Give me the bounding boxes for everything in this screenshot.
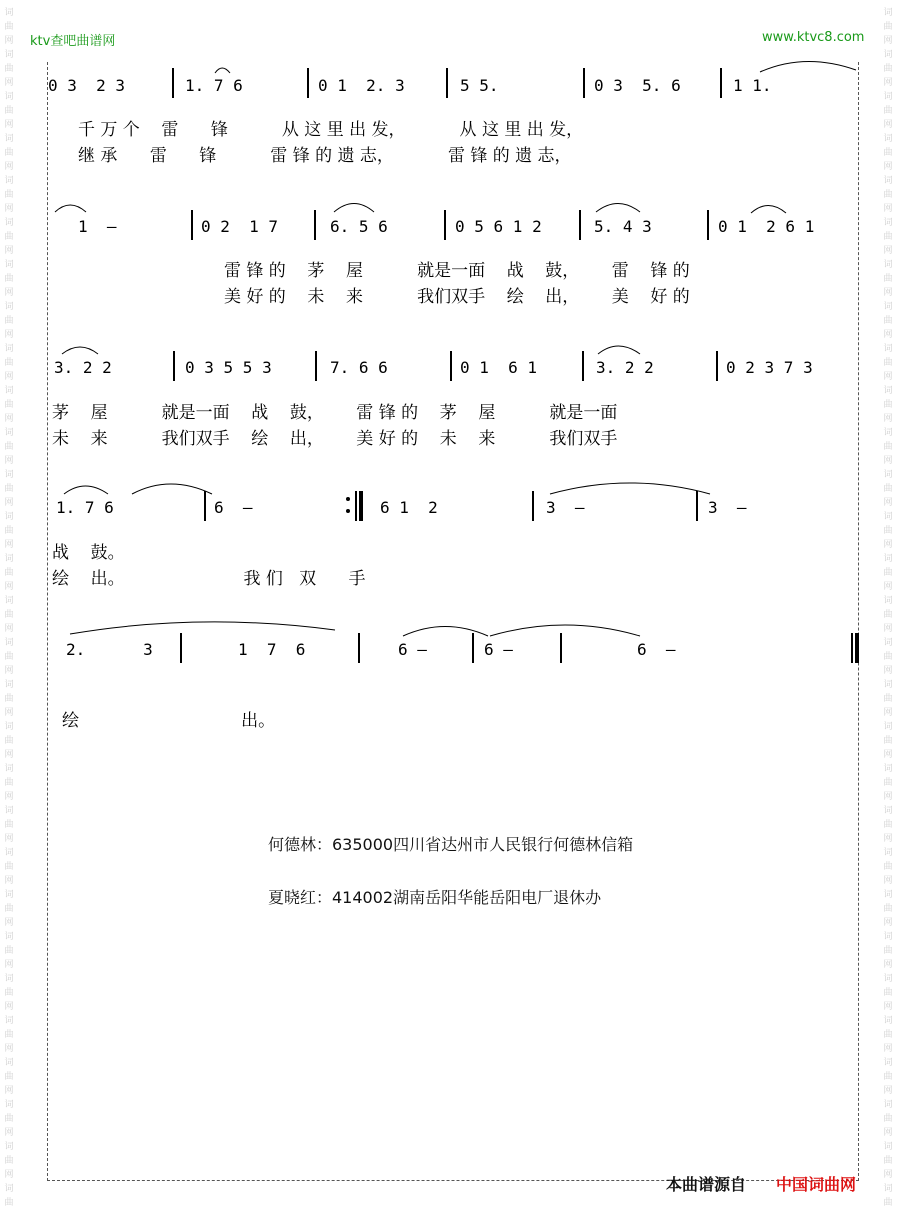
side-watermark-char: 词 <box>4 134 14 144</box>
bar-line <box>315 351 317 381</box>
side-watermark-char: 词 <box>883 890 893 900</box>
side-watermark-char: 词 <box>883 764 893 774</box>
measure-notes: 6 1 2 <box>380 498 438 517</box>
side-watermark-char: 词 <box>883 848 893 858</box>
side-watermark-char: 词 <box>4 848 14 858</box>
side-watermark-char: 词 <box>883 932 893 942</box>
side-watermark-char: 网 <box>4 1128 14 1138</box>
side-watermark-char: 曲 <box>4 148 14 158</box>
measure-notes: 3 – <box>546 498 585 517</box>
bar-line <box>172 68 174 98</box>
side-watermark-char: 词 <box>4 512 14 522</box>
side-watermark-char: 词 <box>4 92 14 102</box>
bar-line <box>358 633 360 663</box>
side-watermark-char: 词 <box>883 302 893 312</box>
side-watermark-char: 网 <box>4 918 14 928</box>
side-watermark-char: 网 <box>883 666 893 676</box>
repeat-end-sign <box>346 491 372 521</box>
measure-notes: 6 – <box>398 640 427 659</box>
side-watermark-char: 词 <box>4 638 14 648</box>
side-watermark-char: 词 <box>883 260 893 270</box>
side-watermark-char: 曲 <box>883 988 893 998</box>
side-watermark-left <box>0 0 18 1221</box>
lyric-line-1: 千 万 个 雷 锋 从 这 里 出 发， 从 这 里 出 发， <box>78 120 584 140</box>
lyric-line-1: 战 鼓。 <box>52 543 125 563</box>
side-watermark-char: 曲 <box>883 148 893 158</box>
side-watermark-char: 曲 <box>883 946 893 956</box>
side-watermark-char: 网 <box>883 834 893 844</box>
side-watermark-char: 曲 <box>4 736 14 746</box>
side-watermark-char: 词 <box>4 1142 14 1152</box>
side-watermark-char: 网 <box>4 624 14 634</box>
bar-line <box>204 491 206 521</box>
side-watermark-char: 网 <box>4 246 14 256</box>
bar-line <box>472 633 474 663</box>
side-watermark-char: 网 <box>4 36 14 46</box>
side-watermark-char: 词 <box>883 218 893 228</box>
side-watermark-char: 词 <box>883 92 893 102</box>
side-watermark-char: 词 <box>883 554 893 564</box>
side-watermark-char: 曲 <box>883 1156 893 1166</box>
side-watermark-char: 曲 <box>4 190 14 200</box>
side-watermark-char: 网 <box>883 876 893 886</box>
side-watermark-char: 曲 <box>883 1072 893 1082</box>
measure-notes: 0 1 2. 3 <box>318 76 405 95</box>
side-watermark-char: 词 <box>883 1100 893 1110</box>
side-watermark-char: 词 <box>4 1058 14 1068</box>
side-watermark-char: 曲 <box>883 862 893 872</box>
side-watermark-char: 曲 <box>883 316 893 326</box>
side-watermark-char: 网 <box>883 1044 893 1054</box>
side-watermark-char: 曲 <box>883 274 893 284</box>
side-watermark-char: 曲 <box>4 610 14 620</box>
side-watermark-char: 曲 <box>4 106 14 116</box>
bar-line <box>707 210 709 240</box>
side-watermark-char: 网 <box>4 204 14 214</box>
side-watermark-char: 网 <box>4 750 14 760</box>
side-watermark-char: 词 <box>883 344 893 354</box>
side-watermark-char: 词 <box>883 1184 893 1194</box>
side-watermark-char: 网 <box>4 414 14 424</box>
side-watermark-char: 网 <box>4 330 14 340</box>
lyric-line-1: 雷 锋 的 茅 屋 就是一面 战 鼓， 雷 锋 的 <box>224 261 690 281</box>
side-watermark-char: 网 <box>883 1086 893 1096</box>
measure-notes: 0 5 6 1 2 <box>455 217 542 236</box>
measure-notes: 6 – <box>214 498 253 517</box>
side-watermark-char: 词 <box>883 134 893 144</box>
side-watermark-char: 网 <box>4 792 14 802</box>
side-watermark-char: 词 <box>4 218 14 228</box>
side-watermark-char: 曲 <box>883 1030 893 1040</box>
bar-line <box>450 351 452 381</box>
side-watermark-char: 网 <box>883 288 893 298</box>
footer-source-label: 本曲谱源自 <box>666 1175 747 1194</box>
side-watermark-char: 网 <box>883 120 893 130</box>
side-watermark-char: 词 <box>4 428 14 438</box>
side-watermark-char: 网 <box>4 1002 14 1012</box>
side-watermark-char: 曲 <box>4 400 14 410</box>
side-watermark-char: 网 <box>4 1044 14 1054</box>
side-watermark-char: 网 <box>4 540 14 550</box>
side-watermark-char: 曲 <box>883 610 893 620</box>
bar-line <box>560 633 562 663</box>
side-watermark-char: 词 <box>4 722 14 732</box>
side-watermark-char: 曲 <box>4 22 14 32</box>
side-watermark-char: 网 <box>883 1128 893 1138</box>
side-watermark-char: 曲 <box>4 1114 14 1124</box>
side-watermark-char: 网 <box>4 498 14 508</box>
side-watermark-char: 词 <box>883 722 893 732</box>
side-watermark-char: 曲 <box>883 1114 893 1124</box>
side-watermark-char: 网 <box>883 204 893 214</box>
side-watermark-char: 曲 <box>4 484 14 494</box>
side-watermark-char: 词 <box>4 932 14 942</box>
side-watermark-char: 词 <box>4 1100 14 1110</box>
side-watermark-char: 曲 <box>4 442 14 452</box>
side-watermark-char: 词 <box>4 806 14 816</box>
lyric-line-2: 未 来 我们双手 绘 出， 美 好 的 未 来 我们双手 <box>52 429 618 449</box>
side-watermark-char: 曲 <box>883 400 893 410</box>
lyric-line-1: 绘 出。 <box>62 711 276 731</box>
credit-composer: 何德林：635000四川省达州市人民银行何德林信箱 <box>268 835 634 854</box>
side-watermark-char: 曲 <box>4 904 14 914</box>
side-watermark-char: 网 <box>883 918 893 928</box>
final-bar-line <box>851 633 859 663</box>
side-watermark-char: 词 <box>883 974 893 984</box>
bar-line <box>716 351 718 381</box>
side-watermark-char: 曲 <box>883 442 893 452</box>
side-watermark-char: 曲 <box>4 946 14 956</box>
side-watermark-char: 曲 <box>4 820 14 830</box>
side-watermark-char: 曲 <box>883 904 893 914</box>
measure-notes: 0 2 1 7 <box>201 217 279 236</box>
side-watermark-char: 网 <box>883 582 893 592</box>
side-watermark-char: 曲 <box>883 190 893 200</box>
lyric-line-2: 美 好 的 未 来 我们双手 绘 出， 美 好 的 <box>224 287 690 307</box>
measure-notes: 1 – <box>78 217 117 236</box>
side-watermark-char: 词 <box>4 470 14 480</box>
measure-notes: 1 7 6 <box>238 640 306 659</box>
side-watermark-char: 曲 <box>4 274 14 284</box>
side-watermark-char: 网 <box>883 498 893 508</box>
side-watermark-char: 网 <box>4 708 14 718</box>
side-watermark-char: 词 <box>4 554 14 564</box>
side-watermark-char: 词 <box>4 764 14 774</box>
side-watermark-char: 曲 <box>4 778 14 788</box>
measure-notes: 2. 3 <box>66 640 153 659</box>
side-watermark-char: 词 <box>4 176 14 186</box>
side-watermark-char: 网 <box>4 120 14 130</box>
measure-notes: 0 1 2 6 1 <box>718 217 815 236</box>
bar-line <box>532 491 534 521</box>
side-watermark-char: 词 <box>883 638 893 648</box>
side-watermark-char: 曲 <box>4 526 14 536</box>
side-watermark-char: 词 <box>883 512 893 522</box>
side-watermark-char: 网 <box>883 750 893 760</box>
measure-notes: 0 1 6 1 <box>460 358 538 377</box>
lyric-line-2: 绘 出。 我 们 双 手 <box>52 569 366 589</box>
side-watermark-char: 词 <box>4 1184 14 1194</box>
side-watermark-char: 曲 <box>4 568 14 578</box>
side-watermark-char: 词 <box>883 8 893 18</box>
header-site-left[interactable]: ktv查吧曲谱网 <box>30 34 116 49</box>
measure-notes: 5 5. <box>460 76 499 95</box>
side-watermark-char: 网 <box>883 78 893 88</box>
measure-notes: 3 – <box>708 498 747 517</box>
side-watermark-char: 词 <box>4 50 14 60</box>
side-watermark-char: 曲 <box>4 1072 14 1082</box>
measure-notes: 3. 2 2 <box>54 358 112 377</box>
measure-notes: 0 3 5. 6 <box>594 76 681 95</box>
side-watermark-char: 网 <box>883 540 893 550</box>
side-watermark-char: 曲 <box>4 358 14 368</box>
side-watermark-char: 曲 <box>4 694 14 704</box>
side-watermark-char: 曲 <box>883 484 893 494</box>
side-watermark-char: 词 <box>883 470 893 480</box>
side-watermark-char: 网 <box>4 456 14 466</box>
side-watermark-char: 曲 <box>4 232 14 242</box>
bar-line <box>579 210 581 240</box>
credit-lyricist: 夏晓红：414002湖南岳阳华能岳阳电厂退休办 <box>268 888 602 907</box>
side-watermark-char: 网 <box>4 1086 14 1096</box>
side-watermark-char: 词 <box>4 302 14 312</box>
side-watermark-char: 曲 <box>4 1156 14 1166</box>
bar-line <box>191 210 193 240</box>
side-watermark-char: 曲 <box>883 694 893 704</box>
side-watermark-char: 网 <box>883 246 893 256</box>
measure-notes: 0 3 5 5 3 <box>185 358 272 377</box>
side-watermark-char: 词 <box>4 344 14 354</box>
measure-notes: 1. 7 6 <box>56 498 114 517</box>
side-watermark-char: 网 <box>4 876 14 886</box>
side-watermark-char: 词 <box>4 974 14 984</box>
side-watermark-char: 词 <box>883 386 893 396</box>
side-watermark-char: 曲 <box>883 652 893 662</box>
side-watermark-char: 曲 <box>883 568 893 578</box>
side-watermark-char: 网 <box>4 666 14 676</box>
bar-line <box>180 633 182 663</box>
side-watermark-char: 曲 <box>883 1198 893 1208</box>
side-watermark-char: 曲 <box>883 64 893 74</box>
side-watermark-char: 曲 <box>4 1030 14 1040</box>
side-watermark-right <box>879 0 897 1221</box>
bar-line <box>314 210 316 240</box>
side-watermark-char: 网 <box>883 456 893 466</box>
side-watermark-char: 网 <box>883 414 893 424</box>
side-watermark-char: 词 <box>883 596 893 606</box>
measure-notes: 0 2 3 7 3 <box>726 358 813 377</box>
side-watermark-char: 词 <box>4 386 14 396</box>
side-watermark-char: 曲 <box>4 862 14 872</box>
side-watermark-char: 曲 <box>4 652 14 662</box>
side-watermark-char: 词 <box>4 680 14 690</box>
side-watermark-char: 词 <box>4 1016 14 1026</box>
side-watermark-char: 网 <box>883 1170 893 1180</box>
side-watermark-char: 词 <box>4 260 14 270</box>
side-watermark-char: 网 <box>883 960 893 970</box>
side-watermark-char: 词 <box>883 428 893 438</box>
side-watermark-char: 曲 <box>883 358 893 368</box>
bar-line <box>173 351 175 381</box>
measure-notes: 6 – <box>484 640 513 659</box>
side-watermark-char: 曲 <box>4 1198 14 1208</box>
measure-notes: 6. 5 6 <box>330 217 388 236</box>
side-watermark-char: 词 <box>883 1016 893 1026</box>
side-watermark-char: 词 <box>883 806 893 816</box>
measure-notes: 5. 4 3 <box>594 217 652 236</box>
bar-line <box>307 68 309 98</box>
side-watermark-char: 网 <box>883 792 893 802</box>
bar-line <box>446 68 448 98</box>
side-watermark-char: 曲 <box>4 64 14 74</box>
side-watermark-char: 网 <box>883 1002 893 1012</box>
side-watermark-char: 词 <box>883 680 893 690</box>
bar-line <box>696 491 698 521</box>
side-watermark-char: 网 <box>4 960 14 970</box>
side-watermark-char: 曲 <box>883 22 893 32</box>
side-watermark-char: 网 <box>4 78 14 88</box>
side-watermark-char: 词 <box>883 1142 893 1152</box>
side-watermark-char: 词 <box>883 1058 893 1068</box>
side-watermark-char: 曲 <box>883 232 893 242</box>
side-watermark-char: 曲 <box>4 316 14 326</box>
bar-line <box>582 351 584 381</box>
side-watermark-char: 网 <box>883 36 893 46</box>
side-watermark-char: 网 <box>4 1170 14 1180</box>
side-watermark-char: 网 <box>4 288 14 298</box>
bar-line <box>444 210 446 240</box>
side-watermark-char: 曲 <box>883 526 893 536</box>
side-watermark-char: 词 <box>883 50 893 60</box>
side-watermark-char: 网 <box>883 708 893 718</box>
measure-notes: 0 3 2 3 <box>48 76 126 95</box>
measure-notes: 3. 2 2 <box>596 358 654 377</box>
side-watermark-char: 曲 <box>883 736 893 746</box>
footer-source-link[interactable]: 中国词曲网 <box>776 1175 857 1194</box>
side-watermark-char: 曲 <box>883 106 893 116</box>
side-watermark-char: 曲 <box>883 778 893 788</box>
side-watermark-char: 网 <box>4 582 14 592</box>
measure-notes: 1 1. <box>733 76 772 95</box>
measure-notes: 6 – <box>637 640 676 659</box>
side-watermark-char: 词 <box>883 176 893 186</box>
side-watermark-char: 网 <box>883 624 893 634</box>
side-watermark-char: 曲 <box>883 820 893 830</box>
side-watermark-char: 词 <box>4 8 14 18</box>
lyric-line-1: 茅 屋 就是一面 战 鼓， 雷 锋 的 茅 屋 就是一面 <box>52 403 618 423</box>
side-watermark-char: 网 <box>883 372 893 382</box>
side-watermark-char: 网 <box>4 834 14 844</box>
header-site-right[interactable]: www.ktvc8.com <box>762 30 865 45</box>
side-watermark-char: 网 <box>4 162 14 172</box>
lyric-line-2: 继 承 雷 锋 雷 锋 的 遗 志， 雷 锋 的 遗 志， <box>78 146 572 166</box>
measure-notes: 7. 6 6 <box>330 358 388 377</box>
side-watermark-char: 词 <box>4 596 14 606</box>
measure-notes: 1. 7 6 <box>185 76 243 95</box>
bar-line <box>720 68 722 98</box>
side-watermark-char: 曲 <box>4 988 14 998</box>
side-watermark-char: 网 <box>4 372 14 382</box>
side-watermark-char: 词 <box>4 890 14 900</box>
side-watermark-char: 网 <box>883 330 893 340</box>
side-watermark-char: 网 <box>883 162 893 172</box>
bar-line <box>583 68 585 98</box>
